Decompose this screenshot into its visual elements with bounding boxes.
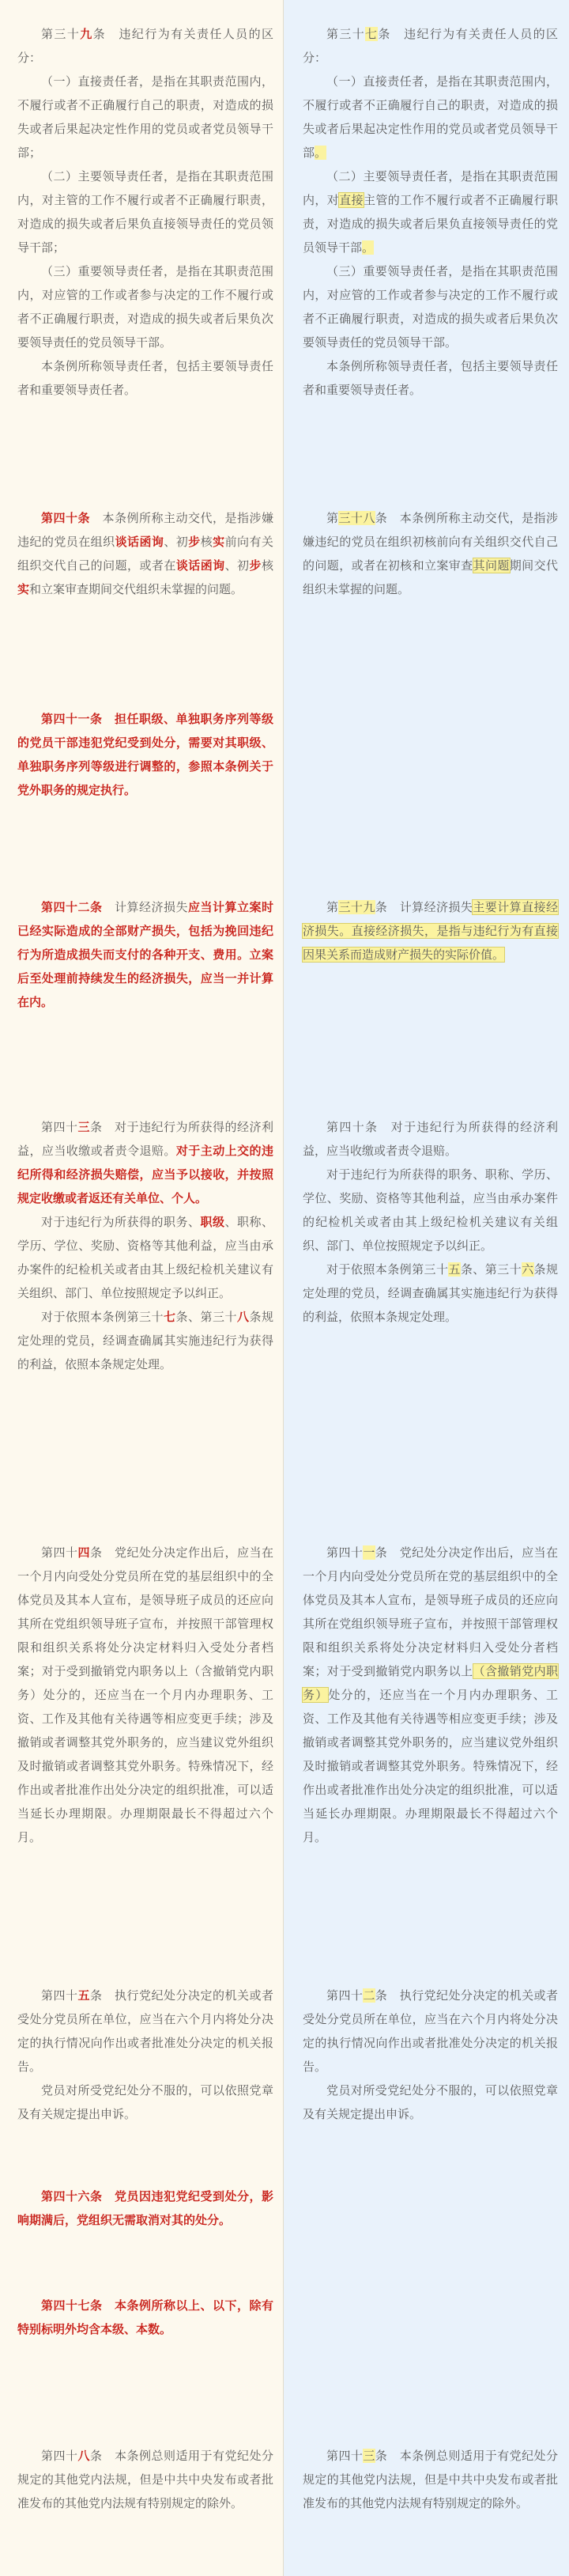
article-number: 条	[90, 1545, 103, 1560]
article-text: 对于违纪行为所获得的经济利益，应当收缴或者责令退赔。	[303, 1120, 558, 1158]
article-number: 条	[375, 2449, 388, 2463]
article-number: 条	[375, 511, 388, 525]
changed-text: 七	[163, 1310, 176, 1324]
article-text: 条、第三十	[460, 1262, 522, 1277]
left-article-43	[17, 1115, 273, 1376]
changed-number: 三十九	[338, 900, 375, 914]
article-text: 条规定处理的党员，经调查确属其实施违纪行为获得的利益，依照本条规定处理。	[303, 1262, 558, 1324]
left-article-40	[17, 506, 273, 601]
article-paragraph: 党员对所受党纪处分不服的，可以依照党章及有关规定提出申诉。	[303, 2083, 558, 2121]
article-paragraph: （三）重要领导责任者，是指在其职责范围内，对应管的工作或者参与决定的工作不履行或者不正确履行职责，对造成的损失或者后果负次要领导责任的党员领导干部。	[17, 264, 273, 350]
left-article-48	[17, 2444, 273, 2515]
old-version-column	[283, 0, 569, 2576]
article-text: 本条例所称主动交代，是指涉嫌违纪的党员在组织	[17, 511, 273, 549]
article-number: 第四十	[41, 2449, 78, 2463]
article-text: 违纪行为有关责任人员的区分：	[17, 27, 273, 65]
left-article-41	[17, 707, 273, 802]
right-article-40	[303, 1115, 558, 1329]
right-article-38	[303, 506, 558, 601]
article-text: 核	[200, 535, 213, 549]
article-text: 本条例总则适用于有党纪处分规定的其他党内法规，但是中共中央发布或者批准发布的其他党内法规有特别规定的除外。	[17, 2449, 273, 2510]
article-number: 第四十	[41, 1120, 78, 1134]
article-paragraph	[17, 1115, 273, 1210]
article-paragraph	[17, 506, 273, 601]
article-text: 执行党纪处分决定的机关或者受处分党员所在单位，应当在六个月内将处分决定的执行情况向作出或者批准处分决定的机关报告。	[17, 1988, 273, 2074]
article-number: 第三十	[41, 27, 81, 41]
new-version-column	[0, 0, 283, 2576]
article-paragraph	[17, 1210, 273, 1305]
article-text: 本条例所称主动交代，是指涉嫌违纪的党员在组织初核前向有关组织交代自己的问题，或者在初核和立案审查	[303, 511, 558, 573]
article-number: 第四十条	[41, 511, 90, 525]
article-text: 党纪处分决定作出后，应当在一个月内向受处分党员所在党的基层组织中的全体党员及其本人宣布，是领导班子成员的还应向其所在党组织领导班子宣布，并按照干部管理权限和组织关系将处分决定材料归入受处分者档案；对于受到撤销党内职务以上（含撤销党内职务）处分的，还应当在一个月内办理职务、工资、工作及其他有关待遇等相应变更手续；涉及撤销或者调整其党外职务的，应当建议党外组织及时撤销或者调整其党外职务。特殊情况下，经作出或者批准作出处分决定的组织批准，可以适当延长办理期限。办理期限最长不得超过六个月。	[17, 1545, 273, 1844]
article-paragraph	[17, 22, 273, 70]
changed-number: 二	[363, 1988, 375, 2003]
article-paragraph: （二）主要领导责任者，是指在其职责范围内，对主管的工作不履行或者不正确履行职责，对造成的损失或者后果负直接领导责任的党员领导干部；	[17, 169, 273, 255]
article-number: 第三十	[326, 27, 366, 41]
article-paragraph	[303, 895, 558, 966]
changed-number: 四	[77, 1545, 90, 1560]
left-article-44	[17, 1541, 273, 1849]
left-article-42	[17, 895, 273, 1014]
article-text: 条、第三十	[175, 1310, 237, 1324]
changed-text: 对于主动上交的违纪所得和经济损失赔偿，应当予以接收，并按照规定收缴或者返还有关单位、个人。	[17, 1144, 273, 1205]
article-text: 、初	[164, 535, 189, 549]
changed-text: 职级	[200, 1215, 225, 1229]
changed-text: 应当计算立案时已经实际造成的全部财产损失，包括为挽回违纪行为所造成损失而支付的各种开支、费用。立案后至处理前持续发生的经济损失，应当一并计算在内。	[17, 900, 273, 1009]
article-text: （二）主要领导责任者，是指在其职责范围内，对	[303, 169, 558, 207]
article-paragraph	[303, 165, 558, 259]
article-number: 条	[378, 27, 391, 41]
changed-text: （含撤销党内职务）	[303, 1664, 558, 1702]
article-text: 期间交代组织未掌握的问题。	[303, 558, 558, 596]
article-paragraph: 本条例所称领导责任者，包括主要领导责任者和重要领导责任者。	[17, 359, 273, 397]
article-text: 和立案审查期间交代组织未掌握的问题。	[29, 582, 243, 596]
changed-text: 其问题	[473, 558, 510, 573]
article-number: 第	[326, 511, 339, 525]
changed-text: 实	[17, 582, 30, 596]
changed-text: 五	[448, 1262, 461, 1277]
article-text: 、初	[224, 558, 250, 573]
changed-text: 步	[249, 558, 262, 573]
changed-number: 一	[363, 1545, 375, 1560]
article-paragraph	[303, 2444, 558, 2515]
article-number: 条	[375, 1545, 388, 1560]
article-paragraph: 本条例所称领导责任者，包括主要领导责任者和重要领导责任者。	[303, 359, 558, 397]
article-paragraph	[17, 895, 273, 1014]
left-article-45	[17, 1984, 273, 2126]
changed-number: 三	[363, 2449, 375, 2463]
article-number: 第四十二条	[41, 900, 103, 914]
article-text: 计算经济损失	[399, 900, 473, 914]
article-number: 第四十	[326, 1988, 364, 2003]
article-paragraph: 第四十七条 本条例所称以上、以下，除有特别标明外均含本级、本数。	[17, 2298, 273, 2336]
article-text: 对于依照本条例第三十	[326, 1262, 449, 1277]
article-text: （一）直接责任者，是指在其职责范围内，不履行或者不正确履行自己的职责，对造成的损失或者后果起决定性作用的党员或者党员领导干部	[303, 74, 558, 160]
article-paragraph: 党员对所受党纪处分不服的，可以依照党章及有关规定提出申诉。	[17, 2083, 273, 2121]
article-paragraph	[17, 1984, 273, 2079]
article-number: 第四十	[326, 1545, 364, 1560]
article-text: 本条例总则适用于有党纪处分规定的其他党内法规，但是中共中央发布或者批准发布的其他党内法规有特别规定的除外。	[303, 2449, 558, 2510]
article-paragraph	[303, 1984, 558, 2079]
changed-text: 直接	[339, 193, 364, 207]
article-paragraph: （三）重要领导责任者，是指在其职责范围内，对应管的工作或者参与决定的工作不履行或者不正确履行职责，对造成的损失或者后果负次要领导责任的党员领导干部。	[303, 264, 558, 350]
article-paragraph: 对于违纪行为所获得的职务、职称、学历、学位、奖励、资格等其他利益，应当由承办案件的纪检机关或者由其上级纪检机关建议有关组织、部门、单位按照规定予以纠正。	[303, 1167, 558, 1253]
article-text: 对于违纪行为所获得的职务、	[41, 1215, 201, 1229]
changed-text: 八	[236, 1310, 250, 1324]
changed-number: 五	[77, 1988, 90, 2003]
article-text: 主管的工作不履行或者不正确履行职责，对造成的损失或者后果负直接领导责任的党员领导干部	[303, 193, 558, 255]
right-article-37	[303, 22, 558, 402]
article-number: 条	[90, 1988, 103, 2003]
article-paragraph: 第四十一条 担任职级、单独职务序列等级的党员干部违犯党纪受到处分，需要对其职级、单独职务序列等级进行调整的，参照本条例关于党外职务的规定执行。	[17, 712, 273, 797]
article-paragraph	[303, 1541, 558, 1849]
article-number: 第四十	[41, 1545, 78, 1560]
article-text: 条规定处理的党员，经调查确属其实施违纪行为获得的利益，依照本条规定处理。	[17, 1310, 273, 1371]
changed-text: 。	[362, 240, 375, 255]
article-text: 核	[261, 558, 273, 573]
article-paragraph: （一）直接责任者，是指在其职责范围内，不履行或者不正确履行自己的职责，对造成的损失或者后果起决定性作用的党员或者党员领导干部；	[17, 74, 273, 160]
article-text: 违纪行为有关责任人员的区分：	[303, 27, 558, 65]
article-paragraph	[17, 1305, 273, 1376]
left-article-39	[17, 22, 273, 402]
article-text: 对于依照本条例第三十	[41, 1310, 164, 1324]
changed-text: 谈话函询	[115, 535, 164, 549]
article-number: 第四十	[41, 1988, 78, 2003]
right-article-41	[303, 1541, 558, 1849]
article-paragraph	[17, 2444, 273, 2515]
article-paragraph: 第四十六条 党员因违犯党纪受到处分，影响期满后，党组织无需取消对其的处分。	[17, 2189, 273, 2227]
changed-text: 谈话函询	[175, 558, 225, 573]
article-paragraph	[303, 1258, 558, 1329]
changed-text: 。	[315, 146, 327, 160]
article-number: 第四十	[326, 2449, 364, 2463]
article-number: 条	[92, 27, 107, 41]
left-article-46	[17, 2184, 273, 2232]
article-text: 前向有关组织交代自己的问题，或者在	[17, 535, 273, 573]
article-number: 条	[375, 900, 388, 914]
article-number: 第	[326, 900, 339, 914]
changed-number: 九	[80, 27, 93, 41]
article-text: 处分的，还应当在一个月内办理职务、工资、工作及其他有关待遇等相应变更手续；涉及撤销或者调整其党外职务的，应当建议党外组织及时撤销或者调整其党外职务。特殊情况下，经作出或者批准作出处分决定的组织批准，可以适当延长办理期限。办理期限最长不得超过六个月。	[303, 1688, 558, 1844]
article-number: 条	[90, 1120, 103, 1134]
left-article-47	[17, 2294, 273, 2341]
changed-text: 步	[188, 535, 201, 549]
article-text: 对于违纪行为所获得的经济利益，应当收缴或者责令退赔。	[17, 1120, 273, 1158]
article-paragraph	[303, 70, 558, 165]
article-number: 条	[375, 1988, 388, 2003]
article-number: 第四十条	[326, 1120, 379, 1134]
right-article-43	[303, 2444, 558, 2515]
article-paragraph	[303, 1115, 558, 1163]
article-number: 条	[90, 2449, 103, 2463]
article-paragraph	[17, 1541, 273, 1849]
article-text: 党纪处分决定作出后，应当在一个月内向受处分党员所在党的基层组织中的全体党员及其本人宣布，是领导班子成员的还应向其所在党组织领导班子宣布，并按照干部管理权限和组织关系将处分决定材料归入受处分者档案；对于受到撤销党内职务以上	[303, 1545, 558, 1678]
article-text: 、职称、学历、学位、奖励、资格等其他利益，应当由承办案件的纪检机关或者由其上级纪检机关建议有关组织、部门、单位按照规定予以纠正。	[17, 1215, 273, 1300]
changed-number: 三十八	[338, 511, 375, 525]
right-article-39	[303, 895, 558, 966]
changed-number: 七	[365, 27, 379, 41]
article-text: 计算经济损失	[114, 900, 188, 914]
changed-number: 三	[77, 1120, 90, 1134]
article-paragraph	[303, 506, 558, 601]
changed-text: 六	[522, 1262, 534, 1277]
changed-text: 实	[213, 535, 225, 549]
article-paragraph	[303, 22, 558, 70]
changed-number: 八	[77, 2449, 90, 2463]
changed-text: 主要计算直接经济损失。直接经济损失，是指与违纪行为有直接因果关系而造成财产损失的实际价值。	[303, 900, 558, 962]
article-text: 执行党纪处分决定的机关或者受处分党员所在单位，应当在六个月内将处分决定的执行情况向作出或者批准处分决定的机关报告。	[303, 1988, 558, 2074]
right-article-42	[303, 1984, 558, 2126]
